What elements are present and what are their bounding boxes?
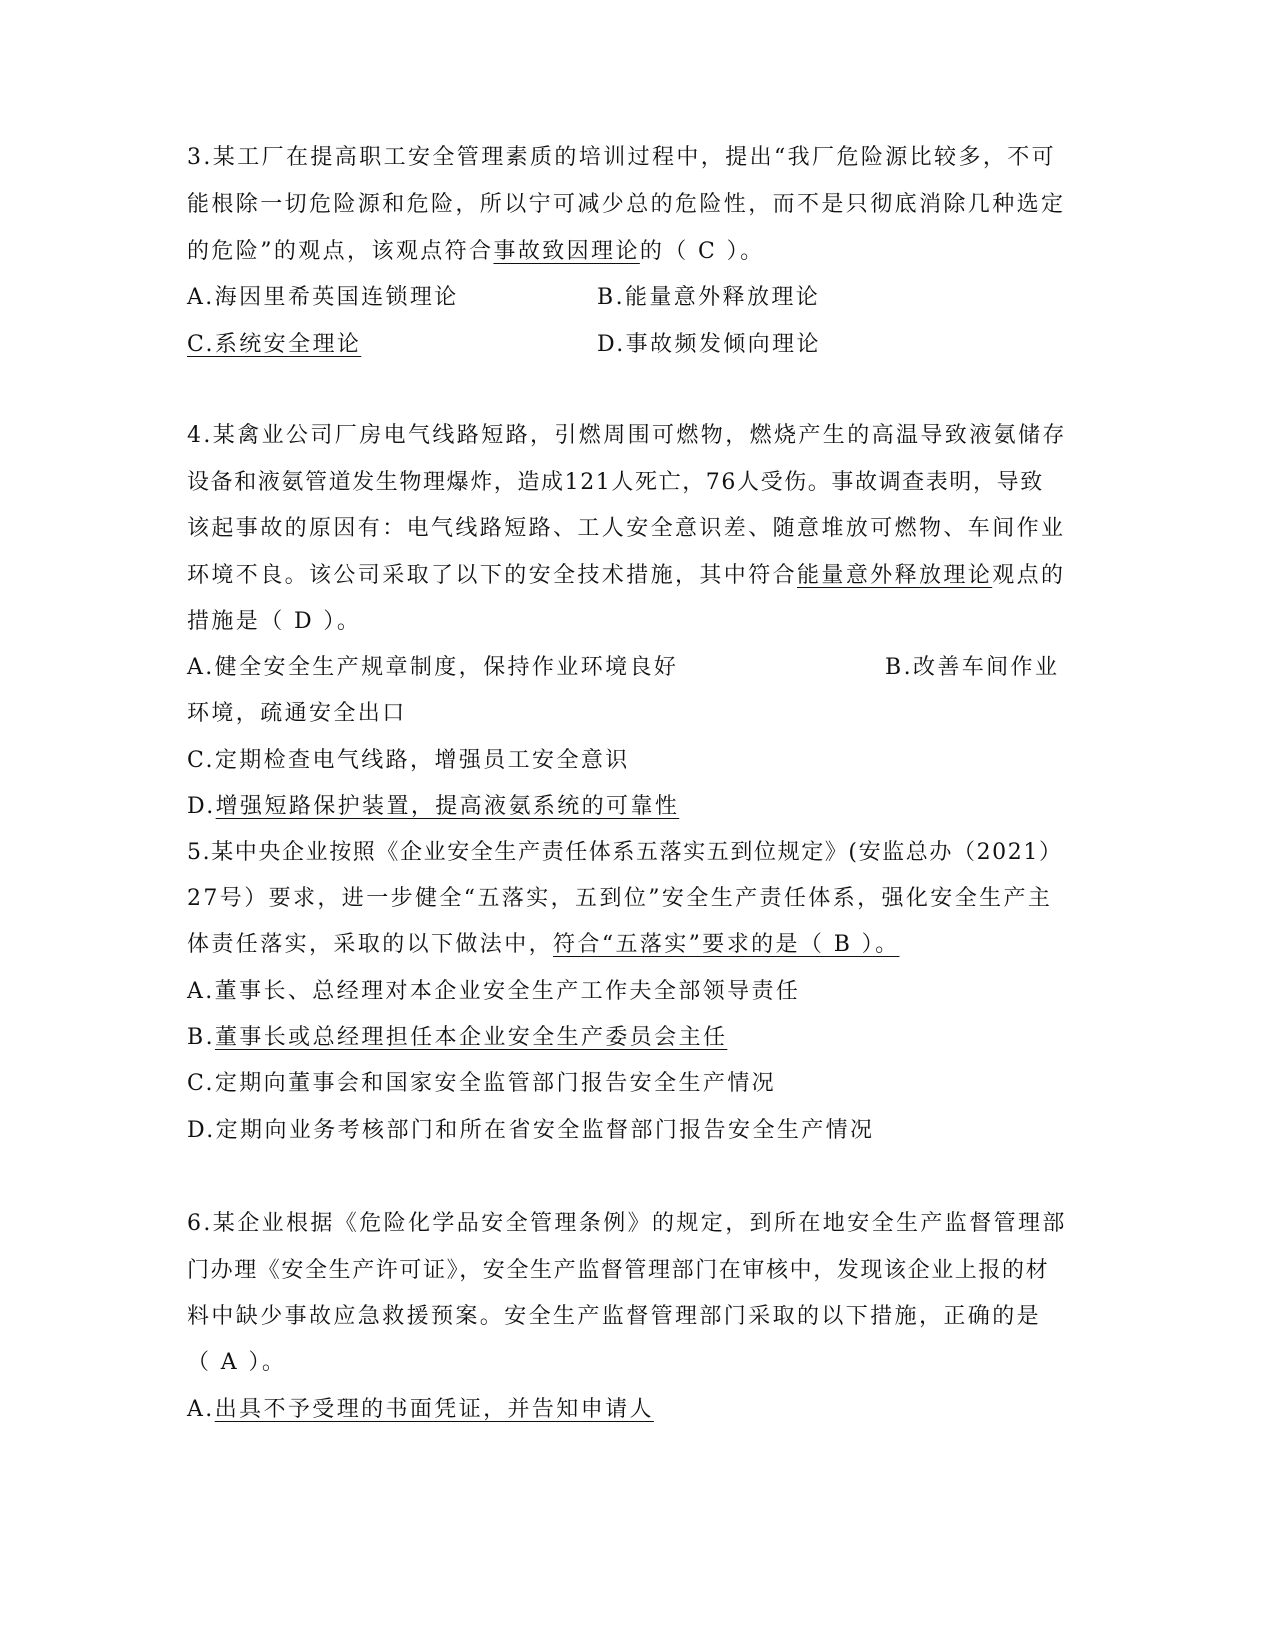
question-4-line-3: 该起事故的原因有：电气线路短路、工人安全意识差、随意堆放可燃物、车间作业 <box>187 516 1066 541</box>
question-3-underlined-term: 事故致因理论 <box>493 239 640 264</box>
question-3-option-d: D.事故频发倾向理论 <box>597 332 821 357</box>
question-3-options-row-1 <box>187 283 459 313</box>
question-6-line-2: 门办理《安全生产许可证》，安全生产监督管理部门在审核中，发现该企业上报的材 <box>187 1258 1050 1283</box>
question-5-option-a: A.董事长、总经理对本企业安全生产工作夫全部领导责任 <box>187 979 801 1004</box>
question-5-option-c: C.定期向董事会和国家安全监管部门报告安全生产情况 <box>187 1071 777 1096</box>
question-3-option-b: B.能量意外释放理论 <box>597 285 821 310</box>
question-4-underlined-term: 能量意外释放理论 <box>797 563 993 588</box>
question-5-line-3 <box>187 930 899 960</box>
question-4-line-4-end: 观点的 <box>992 563 1066 588</box>
question-5-line-1: 5.某中央企业按照《企业安全生产责任体系五落实五到位规定》(安监总办（2021） <box>187 840 1063 865</box>
question-4-line-4-text: 环境不良。该公司采取了以下的安全技术措施，其中符合 <box>187 563 798 588</box>
question-5-underlined-answer: 符合“五落实”要求的是（ B ）。 <box>553 932 900 957</box>
question-3-option-a: A.海因里希英国连锁理论 <box>187 285 459 310</box>
question-3-line-2: 能根除一切危险源和危险，所以宁可减少总的危险性，而不是只彻底消除几种选定 <box>187 192 1066 217</box>
question-4-option-c: C.定期检查电气线路，增强员工安全意识 <box>187 748 630 773</box>
question-5-option-d: D.定期向业务考核部门和所在省安全监督部门报告安全生产情况 <box>187 1118 875 1143</box>
question-5-option-b <box>187 1023 727 1053</box>
question-6-answer: （ A ）。 <box>187 1350 287 1375</box>
question-4-option-d-prefix: D. <box>187 794 216 819</box>
question-4-answer: 措施是（ D ）。 <box>187 609 362 634</box>
question-4-line-2: 设备和液氨管道发生物理爆炸，造成121人死亡，76人受伤。事故调查表明，导致 <box>187 470 1044 495</box>
question-3-answer: 的（ C ）。 <box>639 239 765 264</box>
question-3-line-1: 3.某工厂在提高职工安全管理素质的培训过程中，提出“我厂危险源比较多，不可 <box>187 145 1057 170</box>
question-5-line-3-text: 体责任落实，采取的以下做法中， <box>187 932 554 957</box>
question-3-line-3 <box>187 237 764 267</box>
question-6-option-a <box>187 1395 654 1425</box>
question-6-line-1: 6.某企业根据《危险化学品安全管理条例》的规定，到所在地安全生产监督管理部 <box>187 1211 1067 1236</box>
question-6-option-a-text: 出具不予受理的书面凭证，并告知申请人 <box>214 1397 654 1422</box>
question-5-option-b-text: 董事长或总经理担任本企业安全生产委员会主任 <box>214 1025 728 1050</box>
question-4-line-1: 4.某禽业公司厂房电气线路短路，引燃周围可燃物，燃烧产生的高温导致液氨储存 <box>187 423 1067 448</box>
question-4-option-a: A.健全安全生产规章制度，保持作业环境良好 <box>187 655 679 680</box>
question-3-line-3-text: 的危险”的观点，该观点符合 <box>187 239 494 264</box>
question-4-option-d-text: 增强短路保护装置，提高液氨系统的可靠性 <box>215 794 680 819</box>
question-5-option-b-prefix: B. <box>187 1025 215 1050</box>
question-6-line-3: 料中缺少事故应急救援预案。安全生产监督管理部门采取的以下措施，正确的是 <box>187 1304 1042 1329</box>
question-4-option-b-part-1: B.改善车间作业 <box>885 655 1060 680</box>
question-5-line-2: 27号）要求，进一步健全“五落实，五到位”安全生产责任体系，强化安全生产主 <box>187 886 1053 911</box>
question-4-line-4 <box>187 561 1065 591</box>
question-3-options-row-2 <box>187 330 361 360</box>
question-4-option-d <box>187 792 679 822</box>
question-6-option-a-prefix: A. <box>187 1397 215 1422</box>
question-4-option-b-part-2: 环境，疏通安全出口 <box>187 701 407 726</box>
question-3-option-c: C.系统安全理论 <box>187 332 362 357</box>
